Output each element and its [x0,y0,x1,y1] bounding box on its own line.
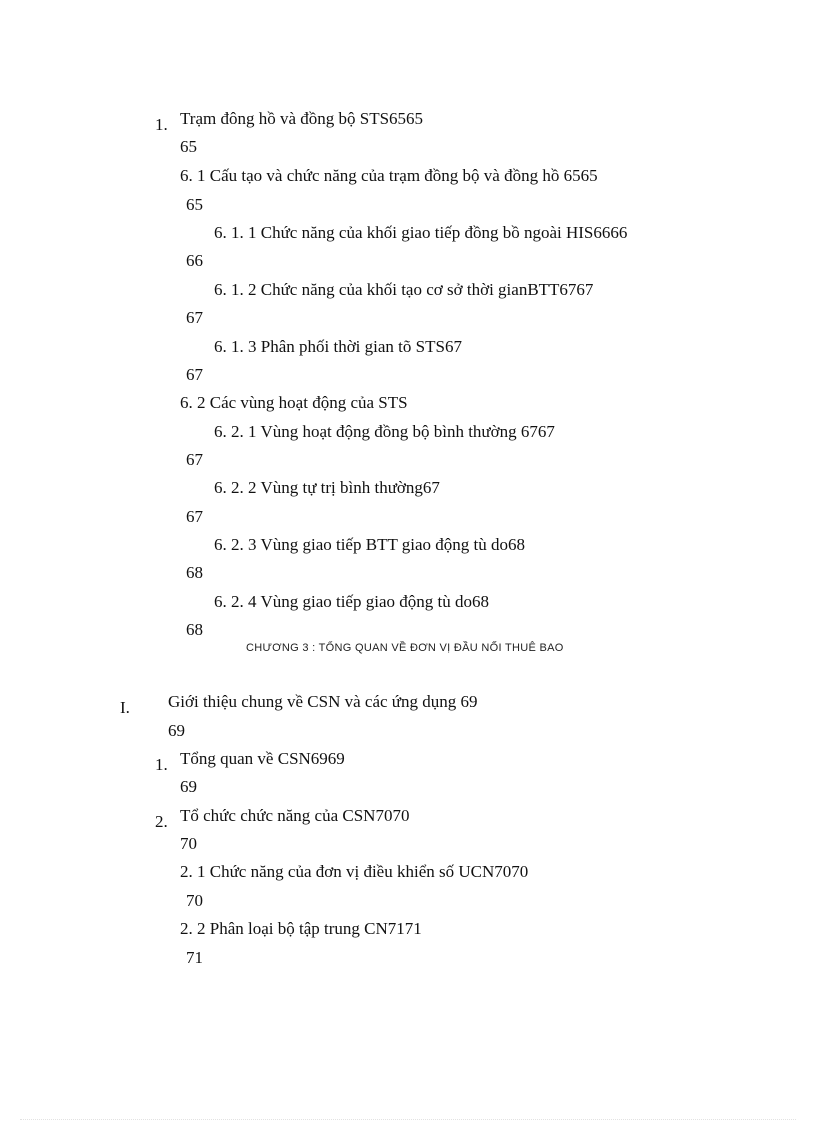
list-marker: 2. [155,812,168,831]
toc-entry-title: 6. 1 Cấu tạo và chức năng của trạm đồng bộ và đồng hồ 6565 [180,166,598,185]
toc-entry-page: 65 [186,195,203,214]
toc-entry-page: 69 [180,777,197,796]
toc-entry-page: 71 [186,948,203,967]
toc-entry-page: 67 [186,450,203,469]
toc-entry-page: 70 [180,834,197,853]
toc-entry-title: 6. 2. 3 Vùng giao tiếp BTT giao động tù do68 [214,535,526,554]
toc-entry-page: 67 [186,365,203,384]
toc-entry-page: 65 [180,137,197,156]
toc-entry-title: Trạm đông hồ và đồng bộ STS6565 [180,109,424,128]
toc-entry-page: 69 [168,721,185,740]
toc-entry-title: 6. 1. 3 Phân phối thời gian tõ STS67 [214,337,462,356]
page-bottom-rule [20,1119,796,1120]
toc-entry-page: 70 [186,891,203,910]
toc-entry-title: 2. 1 Chức năng của đơn vị điều khiển số UCN7070 [180,862,529,881]
list-marker: 1. [155,115,168,134]
list-marker: I. [120,698,130,717]
chapter-heading: CHƯƠNG 3 : TỔNG QUAN VỀ ĐƠN VỊ ĐẦU NỐI THUÊ BAO [246,642,564,654]
toc-entry-title: Giới thiệu chung về CSN và các ứng dụng 69 [168,692,478,711]
toc-entry-title: 2. 2 Phân loại bộ tập trung CN7171 [180,919,422,938]
toc-entry-title: 6. 1. 2 Chức năng của khối tạo cơ sở thời gianBTT6767 [214,280,594,299]
toc-entry-title: 6. 1. 1 Chức năng của khối giao tiếp đồng bồ ngoài HIS6666 [214,223,628,242]
toc-entry-page: 66 [186,251,203,270]
toc-entry-page: 67 [186,308,203,327]
toc-entry-title: 6. 2. 2 Vùng tự trị bình thường67 [214,478,440,497]
toc-entry-title: 6. 2. 4 Vùng giao tiếp giao động tù do68 [214,592,489,611]
toc-entry-title: Tổ chức chức năng của CSN7070 [180,806,410,825]
toc-entry-page: 67 [186,507,203,526]
toc-entry-title: 6. 2. 1 Vùng hoạt động đồng bộ bình thường 6767 [214,422,555,441]
toc-entry-page: 68 [186,563,203,582]
toc-entry-page: 68 [186,620,203,639]
list-marker: 1. [155,755,168,774]
toc-entry-title: Tổng quan về CSN6969 [180,749,345,768]
toc-entry-title: 6. 2 Các vùng hoạt động của STS [180,393,408,412]
